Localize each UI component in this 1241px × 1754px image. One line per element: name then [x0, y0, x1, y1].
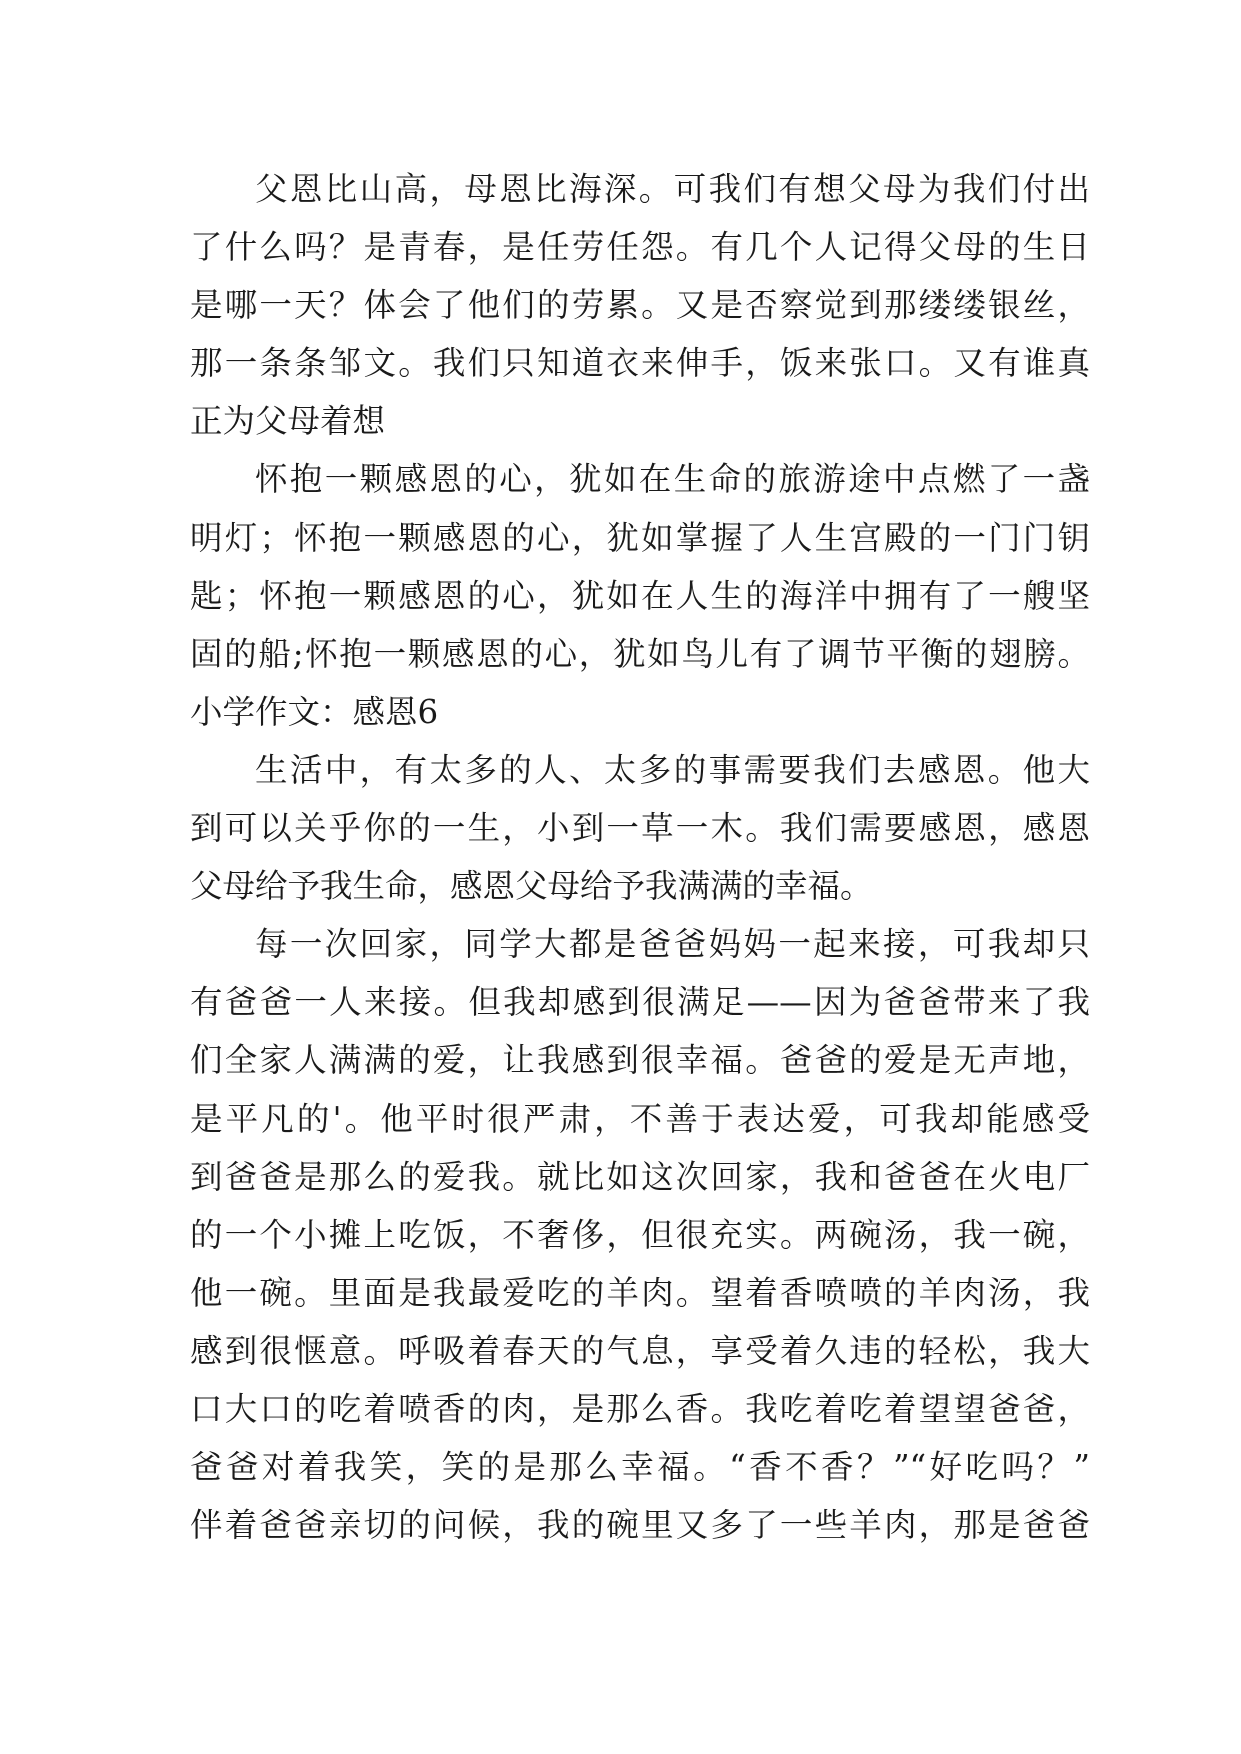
text-line: 感到很惬意。呼吸着春天的气息，享受着久违的轻松，我大	[190, 1331, 1090, 1370]
text-line: 每一次回家，同学大都是爸爸妈妈一起来接，可我却只	[255, 925, 1090, 964]
text-line: 明灯；怀抱一颗感恩的心，犹如掌握了人生宫殿的一门门钥	[190, 518, 1090, 557]
text-line: 爸爸对着我笑，笑的是那么幸福。“香不香？”“好吃吗？”	[190, 1448, 1090, 1487]
text-line: 是哪一天？体会了他们的劳累。又是否察觉到那缕缕银丝，	[190, 286, 1090, 325]
text-line: 父母给予我生命，感恩父母给予我满满的幸福。	[190, 867, 873, 906]
text-line: 正为父母着想	[190, 402, 386, 441]
text-line: 有爸爸一人来接。但我却感到很满足——因为爸爸带来了我	[190, 983, 1090, 1022]
text-line: 怀抱一颗感恩的心，犹如在生命的旅游途中点燃了一盏	[255, 460, 1090, 499]
section-heading: 小学作文：感恩6	[190, 692, 439, 731]
text-line: 伴着爸爸亲切的问候，我的碗里又多了一些羊肉，那是爸爸	[190, 1506, 1090, 1545]
text-line: 了什么吗？是青春，是任劳任怨。有几个人记得父母的生日	[190, 228, 1090, 267]
text-line: 们全家人满满的爱，让我感到很幸福。爸爸的爱是无声地，	[190, 1041, 1090, 1080]
essay-body	[190, 160, 1090, 1554]
text-line: 是平凡的'。他平时很严肃，不善于表达爱，可我却能感受	[190, 1099, 1090, 1138]
text-line: 固的船;怀抱一颗感恩的心，犹如鸟儿有了调节平衡的翅膀。	[190, 634, 1090, 673]
text-line: 生活中，有太多的人、太多的事需要我们去感恩。他大	[255, 750, 1090, 789]
text-line: 那一条条邹文。我们只知道衣来伸手，饭来张口。又有谁真	[190, 344, 1090, 383]
text-line: 到爸爸是那么的爱我。就比如这次回家，我和爸爸在火电厂	[190, 1157, 1090, 1196]
text-line: 口大口的吃着喷香的肉，是那么香。我吃着吃着望望爸爸，	[190, 1389, 1090, 1428]
text-line: 匙；怀抱一颗感恩的心，犹如在人生的海洋中拥有了一艘坚	[190, 576, 1090, 615]
text-line: 的一个小摊上吃饭，不奢侈，但很充实。两碗汤，我一碗，	[190, 1215, 1090, 1254]
text-line: 他一碗。里面是我最爱吃的羊肉。望着香喷喷的羊肉汤，我	[190, 1273, 1090, 1312]
text-line: 到可以关乎你的一生，小到一草一木。我们需要感恩，感恩	[190, 809, 1090, 848]
text-line: 父恩比山高，母恩比海深。可我们有想父母为我们付出	[255, 170, 1090, 208]
